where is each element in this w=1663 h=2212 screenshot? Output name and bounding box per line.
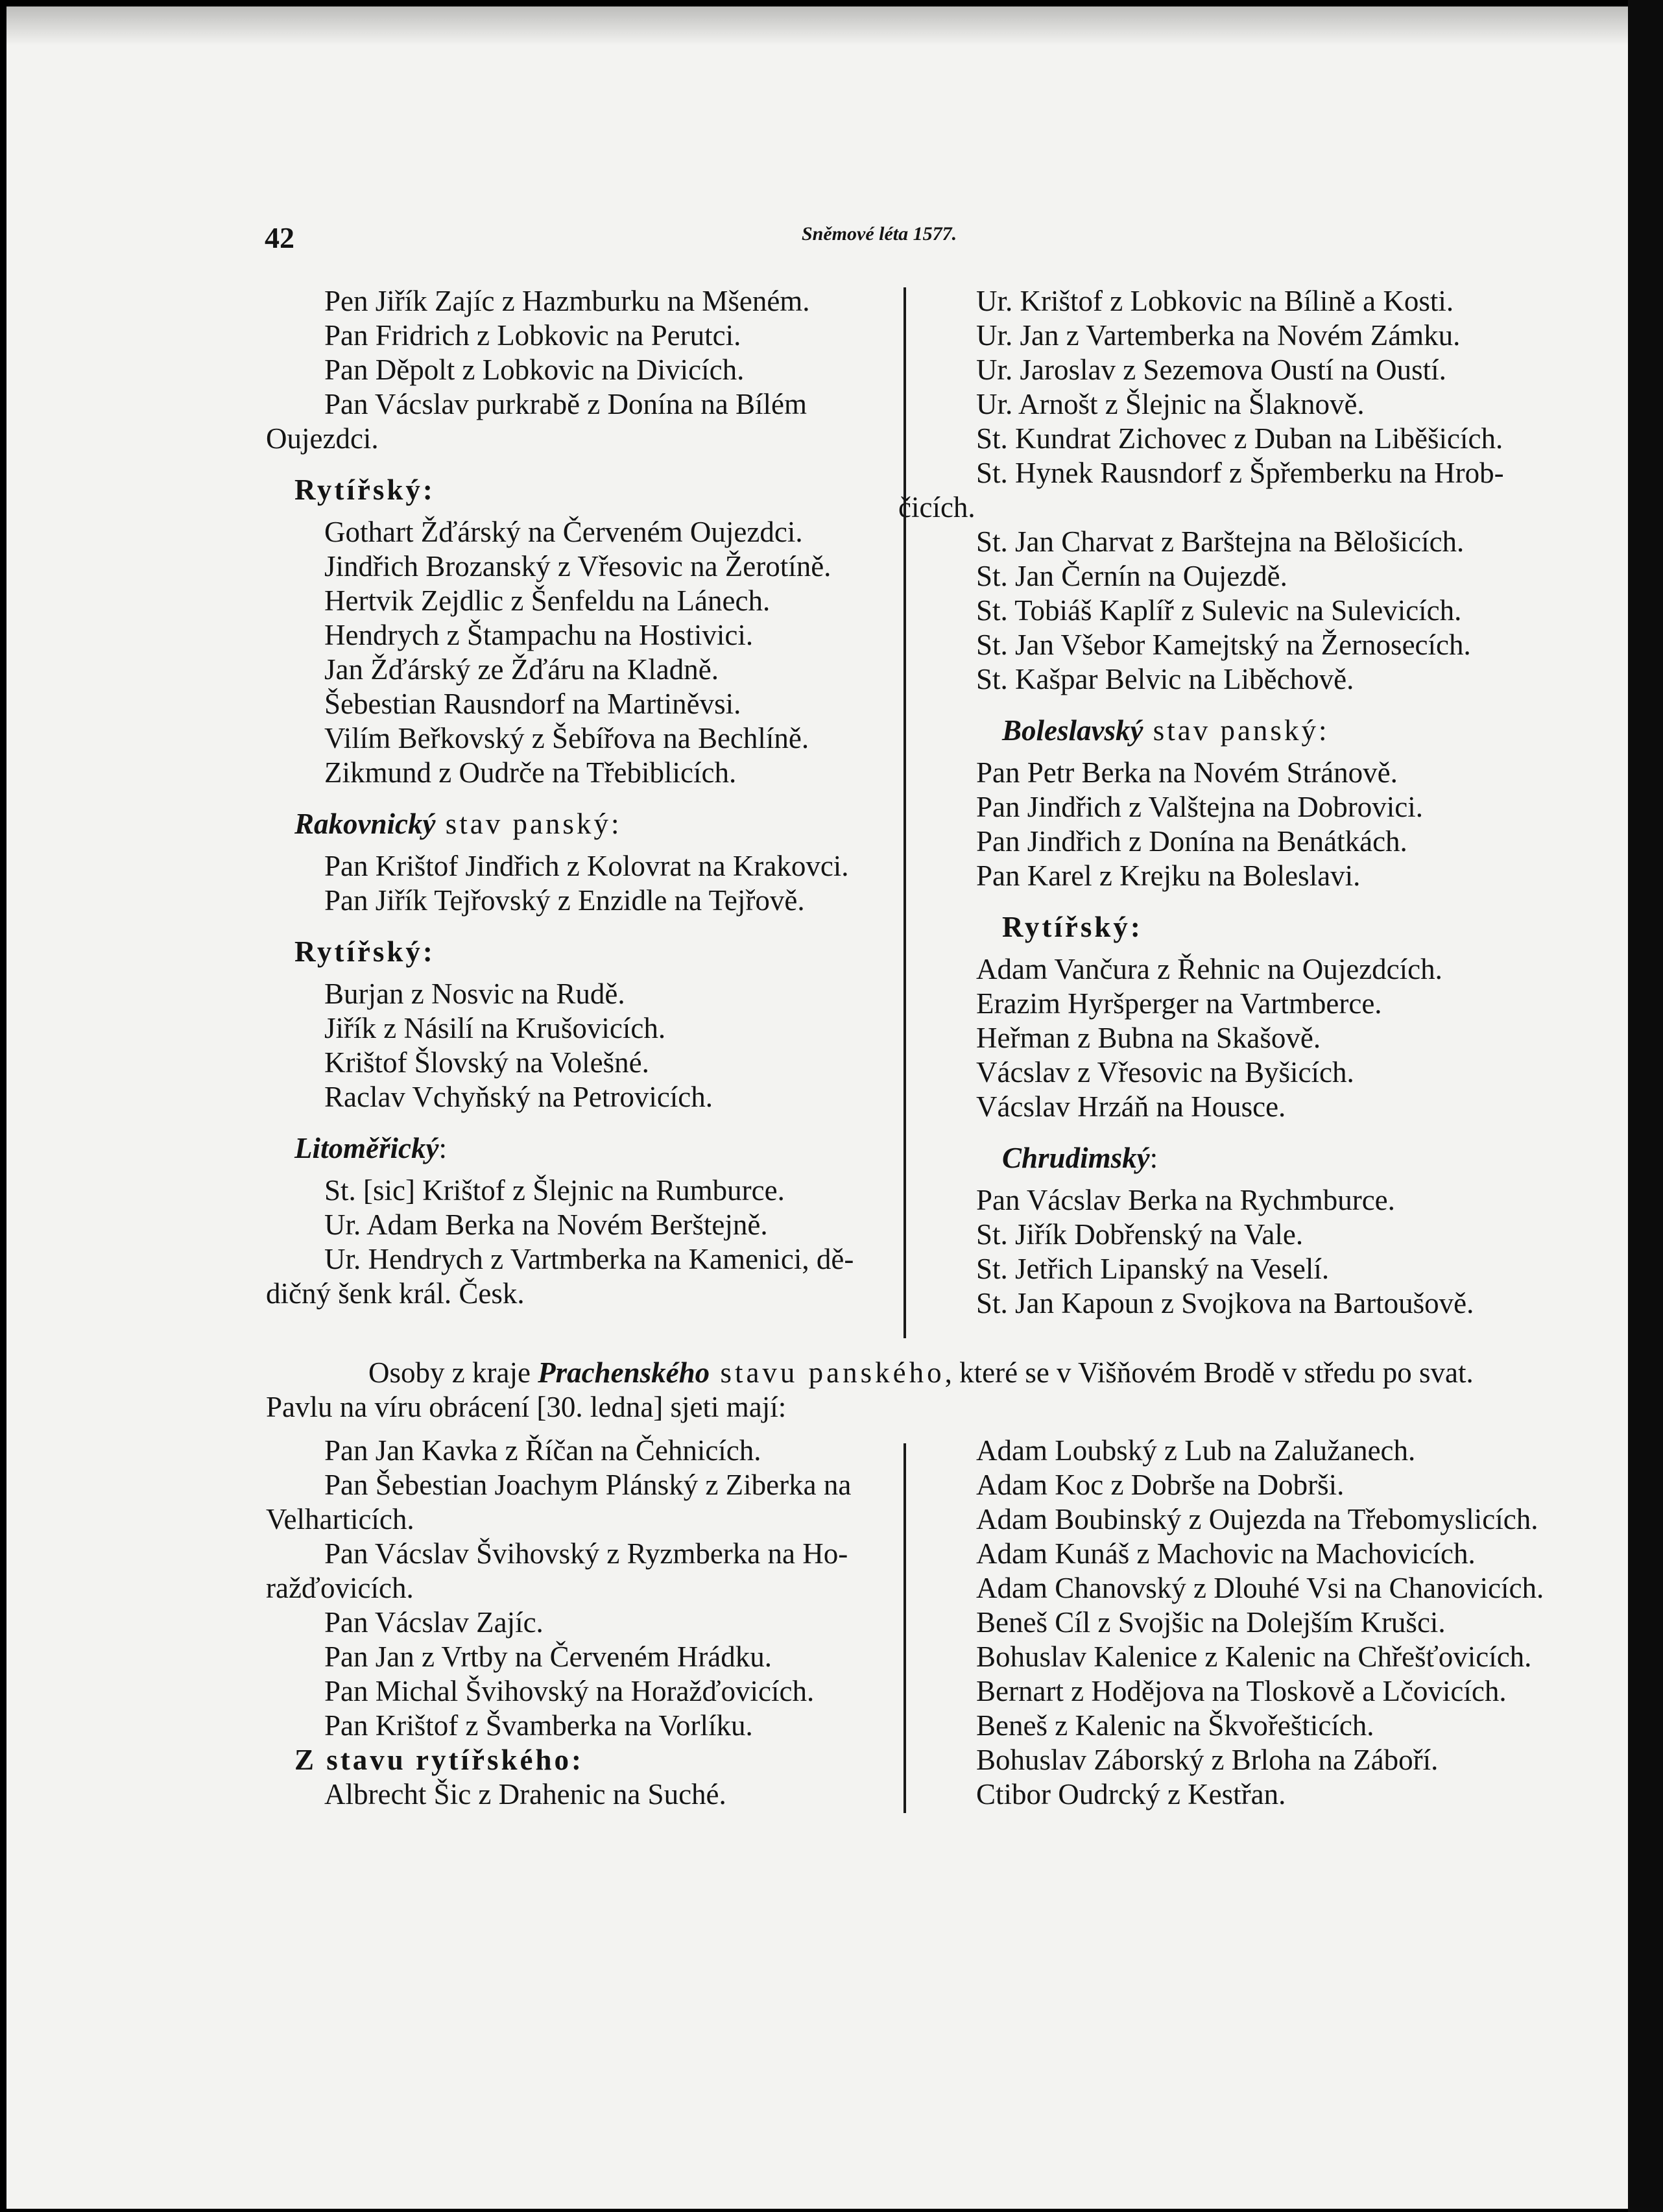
list-entry: Pan Vácslav Berka na Rychmburce. — [976, 1184, 1395, 1216]
list-entry: Pan Krištof Jindřich z Kolovrat na Krakovci. — [324, 850, 849, 882]
column-right-top — [898, 284, 1547, 1321]
list-entry: Raclav Vchyňský na Petrovicích. — [324, 1081, 713, 1113]
heading-gap — [898, 748, 1547, 756]
top-scan-shadow — [6, 6, 1634, 45]
list-entry: Zikmund z Oudrče na Třebiblicích. — [324, 756, 737, 789]
list-entry: Pan Děpolt z Lobkovic na Divicích. — [324, 354, 745, 386]
list-entry: Pan Vácslav Švihovský z Ryzmberka na Ho- — [324, 1537, 848, 1570]
section-heading — [266, 807, 887, 841]
list-entry: Adam Chanovský z Dlouhé Vsi na Chanovicích. — [976, 1572, 1544, 1604]
list-entry: Ur. Adam Berka na Novém Berštejně. — [324, 1208, 768, 1241]
list-entry: Hertvik Zejdlic z Šenfeldu na Lánech. — [324, 584, 771, 617]
intro-line-1 — [266, 1356, 1557, 1390]
list-entry: Pan Petr Berka na Novém Stránově. — [976, 756, 1398, 789]
list-entry: Pan Jan z Vrtby na Červeném Hrádku. — [324, 1641, 772, 1673]
entry-continuation: Velharticích. — [266, 1503, 414, 1535]
heading-gap — [266, 969, 887, 977]
list-entry: St. Jan Kapoun z Svojkova na Bartoušově. — [976, 1287, 1474, 1319]
section-intro-paragraph — [266, 1356, 1557, 1425]
list-entry: Pan Michal Švihovský na Horažďovicích. — [324, 1675, 815, 1707]
list-entry: St. Jiřík Dobřenský na Vale. — [976, 1218, 1304, 1251]
list-entry: Heřman z Bubna na Skašově. — [976, 1022, 1321, 1054]
heading-gap — [266, 507, 887, 515]
list-entry: Pan Karel z Krejku na Boleslavi. — [976, 860, 1361, 892]
list-entry: Vácslav z Vřesovic na Byšicích. — [976, 1056, 1354, 1088]
section-heading: Z stavu rytířského: — [294, 1744, 584, 1776]
list-entry: St. Tobiáš Kaplíř z Sulevic na Sulevicích. — [976, 594, 1462, 627]
list-entry: Adam Vančura z Řehnic na Oujezdcích. — [976, 953, 1442, 985]
list-entry: Ur. Hendrych z Vartmberka na Kamenici, dě- — [324, 1243, 854, 1275]
list-entry: Pan Šebestian Joachym Plánský z Ziberka na — [324, 1469, 852, 1501]
list-entry: St. Jan Charvat z Barštejna na Bělošicích. — [976, 525, 1465, 558]
intro-text-end: , které se v Višňovém Brodě v středu po svat. — [944, 1356, 1474, 1389]
region-name: Litoměřický — [294, 1132, 439, 1164]
section-heading: Rytířský: — [1002, 911, 1143, 943]
list-entry: Pan Fridrich z Lobkovic na Perutci. — [324, 319, 741, 352]
list-entry: St. [sic] Krištof z Šlejnic na Rumburce. — [324, 1174, 785, 1207]
list-entry: Beneš Cíl z Svojšic na Dolejším Krušci. — [976, 1606, 1446, 1639]
heading-suffix: : — [438, 1132, 449, 1164]
section-heading: Rytířský: — [294, 474, 435, 506]
list-entry: Adam Loubský z Lub na Zalužanech. — [976, 1434, 1416, 1467]
scan-border-right — [1628, 0, 1663, 2212]
entry-continuation: čicích. — [898, 491, 975, 523]
heading-gap — [898, 1175, 1547, 1183]
column-right-bottom — [898, 1434, 1547, 1812]
entry-continuation: dičný šenk král. Česk. — [266, 1277, 525, 1310]
list-entry: Ur. Krištof z Lobkovic na Bílině a Kosti. — [976, 285, 1454, 317]
list-entry: St. Kundrat Zichovec z Duban na Liběšicích. — [976, 422, 1503, 455]
heading-suffix: : — [1149, 1142, 1161, 1174]
entry-continuation: Oujezdci. — [266, 422, 379, 455]
list-entry: Pan Vácslav purkrabě z Donína na Bílém — [324, 388, 807, 420]
region-name: Chrudimský — [1002, 1142, 1150, 1174]
section-heading — [266, 1131, 887, 1166]
list-entry: Pan Jan Kavka z Říčan na Čehnicích. — [324, 1434, 761, 1467]
list-entry: Jiřík z Násilí na Krušovicích. — [324, 1012, 666, 1044]
list-entry: Beneš z Kalenic na Škvořešticích. — [976, 1709, 1374, 1742]
list-entry: Pan Jindřich z Donína na Benátkách. — [976, 825, 1407, 858]
region-name: Rakovnický — [294, 808, 436, 840]
list-entry: Adam Koc z Dobrše na Dobrši. — [976, 1469, 1345, 1501]
list-entry: St. Jan Všebor Kamejtský na Žernosecích. — [976, 629, 1471, 661]
list-entry: Ur. Jaroslav z Sezemova Oustí na Oustí. — [976, 354, 1446, 386]
list-entry: Vácslav Hrzáň na Housce. — [976, 1090, 1286, 1123]
list-entry: Hendrych z Štampachu na Hostivici. — [324, 619, 754, 651]
list-entry: Pen Jiřík Zajíc z Hazmburku na Mšeném. — [324, 285, 810, 317]
heading-gap — [266, 841, 887, 849]
list-entry: Burjan z Nosvic na Rudě. — [324, 978, 625, 1010]
list-entry: Jan Žďárský ze Žďáru na Kladně. — [324, 653, 719, 686]
list-entry: Bohuslav Záborský z Brloha na Záboří. — [976, 1744, 1439, 1776]
intro-text: Osoby z kraje — [368, 1356, 538, 1389]
list-entry: Bernart z Hodějova na Tloskově a Lčovicích. — [976, 1675, 1507, 1707]
list-entry: Pan Krištof z Švamberka na Vorlíku. — [324, 1709, 753, 1742]
list-entry: Gothart Žďárský na Červeném Oujezdci. — [324, 516, 803, 548]
list-entry: St. Kašpar Belvic na Liběchově. — [976, 663, 1354, 695]
list-entry: Jindřich Brozanský z Vřesovic na Žerotíně. — [324, 550, 832, 583]
list-entry: St. Hynek Rausndorf z Špřemberku na Hrob- — [976, 457, 1504, 489]
heading-suffix: stav panský: — [435, 808, 622, 840]
heading-gap — [266, 1166, 887, 1173]
list-entry: Adam Boubinský z Oujezda na Třebomyslicích. — [976, 1503, 1538, 1535]
section-heading — [898, 1141, 1547, 1175]
scanned-page — [6, 6, 1634, 2209]
column-left-bottom — [266, 1434, 887, 1812]
list-entry: Šebestian Rausndorf na Martiněvsi. — [324, 688, 741, 720]
heading-suffix: stav panský: — [1143, 714, 1330, 747]
list-entry: Ur. Jan z Vartemberka na Novém Zámku. — [976, 319, 1461, 352]
list-entry: Pan Jindřich z Valštejna na Dobrovici. — [976, 791, 1424, 823]
entry-continuation: ražďovicích. — [266, 1572, 414, 1604]
list-entry: Vilím Beřkovský z Šebířova na Bechlíně. — [324, 722, 809, 754]
section-heading: Rytířský: — [294, 935, 435, 968]
region-name: Boleslavský — [1002, 714, 1143, 747]
intro-italic: Prachenského — [538, 1356, 710, 1389]
list-entry: Erazim Hyršperger na Vartmberce. — [976, 987, 1382, 1020]
list-entry: Adam Kunáš z Machovic na Machovicích. — [976, 1537, 1476, 1570]
intro-spaced: stavu panského — [710, 1356, 945, 1389]
list-entry: Ctibor Oudrcký z Kestřan. — [976, 1778, 1286, 1810]
list-entry: St. Jan Černín na Oujezdě. — [976, 560, 1287, 592]
intro-line-2: Pavlu na víru obrácení [30. ledna] sjeti mají: — [266, 1391, 787, 1423]
list-entry: Krištof Šlovský na Volešné. — [324, 1046, 649, 1079]
list-entry: Albrecht Šic z Drahenic na Suché. — [324, 1778, 726, 1810]
list-entry: Pan Vácslav Zajíc. — [324, 1606, 544, 1639]
list-entry: Bohuslav Kalenice z Kalenic na Chřešťovicích. — [976, 1641, 1532, 1673]
list-entry: Ur. Arnošt z Šlejnic na Šlaknově. — [976, 388, 1365, 420]
running-title: Sněmové léta 1577. — [802, 223, 957, 245]
heading-gap — [898, 944, 1547, 952]
list-entry: St. Jetřich Lipanský na Veselí. — [976, 1253, 1330, 1285]
section-heading — [898, 714, 1547, 748]
page-number: 42 — [265, 221, 294, 254]
column-left-top — [266, 284, 887, 1311]
list-entry: Pan Jiřík Tejřovský z Enzidle na Tejřově. — [324, 884, 805, 917]
